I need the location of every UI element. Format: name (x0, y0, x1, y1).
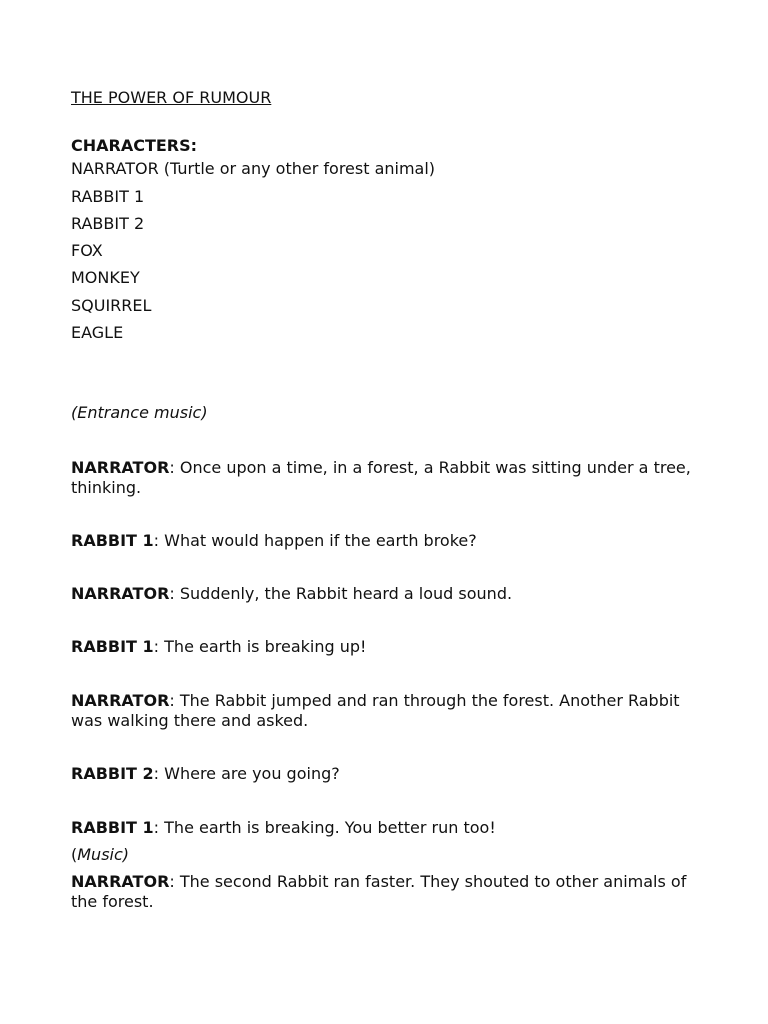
dialogue-text: : Once upon a time, in a forest, a Rabbit was sitting under a tree, thinking. (71, 458, 691, 497)
stage-direction-text: Music) (77, 845, 130, 864)
speaker-name: RABBIT 1 (71, 818, 154, 837)
dialogue-line (71, 531, 711, 551)
dialogue-text: : The Rabbit jumped and ran through the forest. Another Rabbit was walking there and asked. (71, 691, 680, 730)
dialogue-text: : The earth is breaking up! (153, 637, 367, 656)
speaker-name: NARRATOR (71, 691, 170, 710)
character-item: RABBIT 1 (71, 187, 145, 206)
dialogue-line (71, 764, 711, 784)
speaker-name: RABBIT 1 (71, 531, 154, 550)
dialogue-text: : Where are you going? (153, 764, 340, 783)
character-item: NARRATOR (Turtle or any other forest animal) (71, 159, 436, 178)
character-item: SQUIRREL (71, 296, 152, 315)
stage-direction (71, 845, 711, 865)
dialogue-text: : What would happen if the earth broke? (153, 531, 477, 550)
dialogue-line (71, 872, 711, 912)
character-item: MONKEY (71, 268, 140, 287)
dialogue-line (71, 691, 711, 731)
characters-heading: CHARACTERS: (71, 136, 198, 155)
document-title: THE POWER OF RUMOUR (71, 88, 272, 107)
stage-direction: (Entrance music) (71, 403, 208, 422)
speaker-name: RABBIT 1 (71, 637, 154, 656)
dialogue-text: : The second Rabbit ran faster. They shouted to other animals of the forest. (71, 872, 687, 911)
stage-direction-paren: ( (71, 845, 78, 864)
dialogue-text: : Suddenly, the Rabbit heard a loud sound. (169, 584, 513, 603)
dialogue-line (71, 637, 711, 657)
speaker-name: NARRATOR (71, 458, 170, 477)
speaker-name: NARRATOR (71, 872, 170, 891)
dialogue-text: : The earth is breaking. You better run too! (153, 818, 496, 837)
dialogue-line (71, 458, 711, 498)
speaker-name: NARRATOR (71, 584, 170, 603)
speaker-name: RABBIT 2 (71, 764, 154, 783)
character-item: EAGLE (71, 323, 124, 342)
dialogue-line (71, 584, 711, 604)
dialogue-line (71, 818, 711, 838)
character-item: FOX (71, 241, 103, 260)
character-item: RABBIT 2 (71, 214, 145, 233)
